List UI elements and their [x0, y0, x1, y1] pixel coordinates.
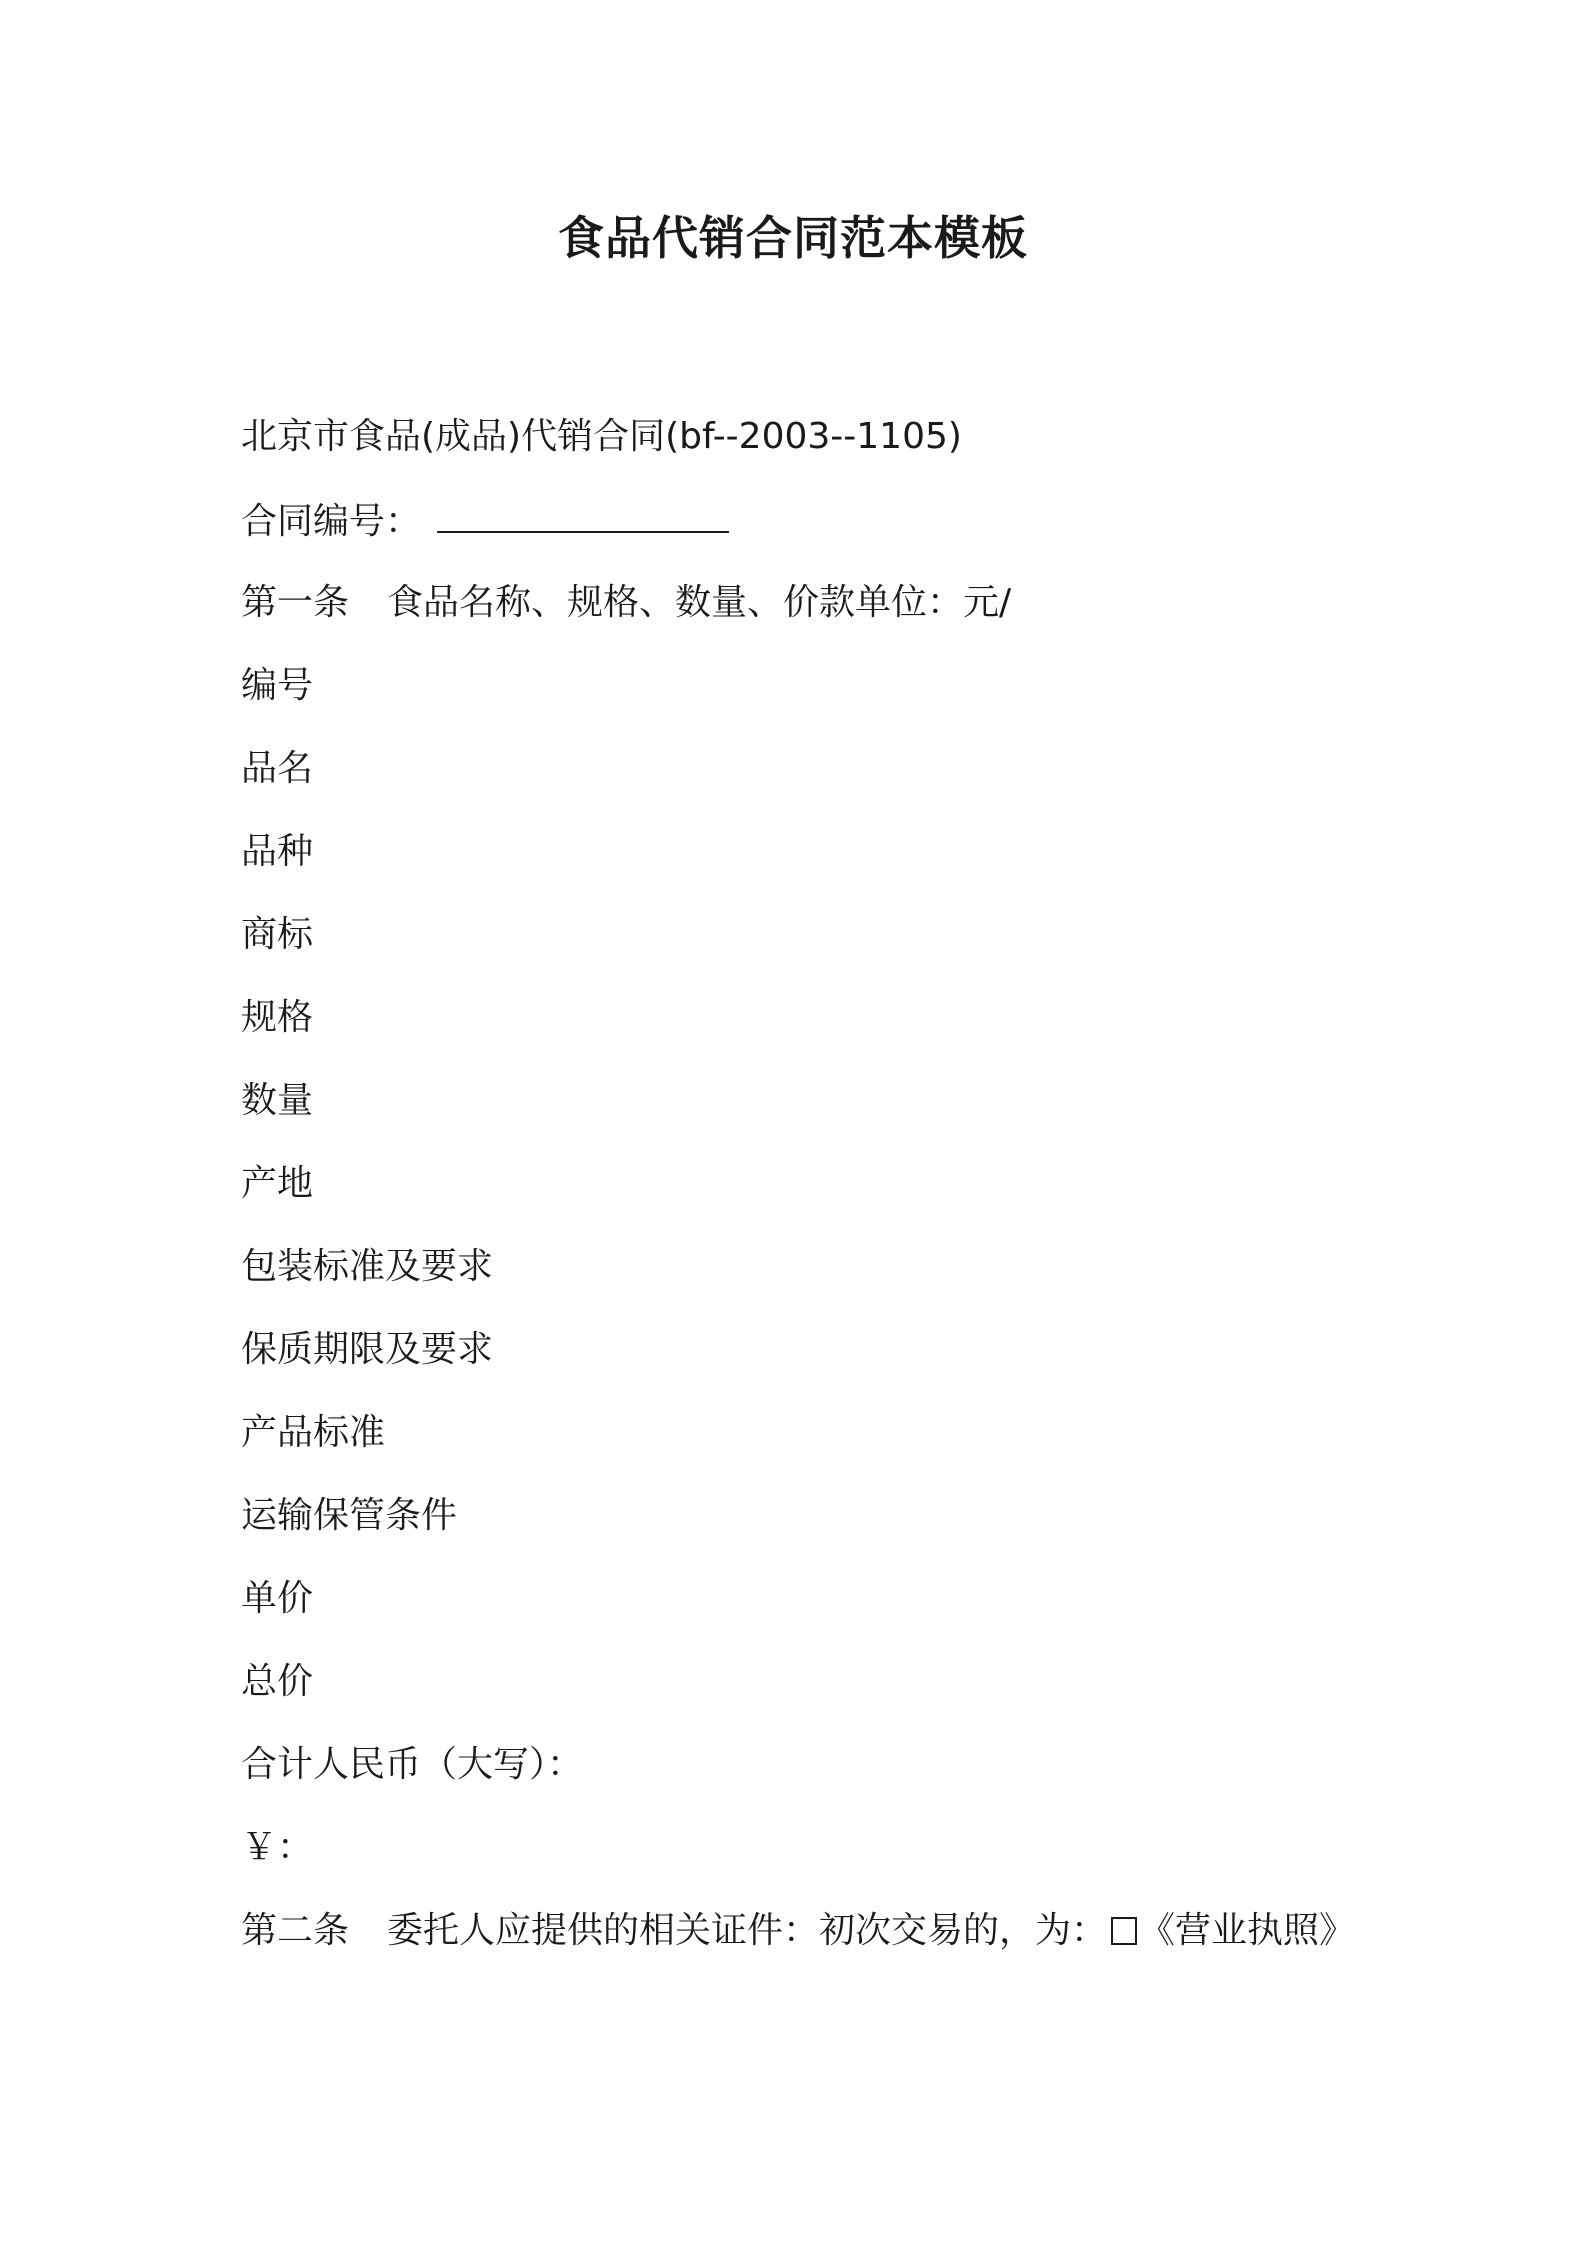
article-2 [241, 1902, 1421, 1985]
contract-number-line [241, 491, 1421, 574]
item-field: 保质期限及要求 [241, 1329, 494, 1370]
item-field: 运输保管条件 [241, 1495, 458, 1536]
item-field: 品名 [241, 748, 314, 789]
item-field: 总价 [241, 1661, 314, 1702]
article-1-number: 第一条 [241, 582, 350, 623]
article-1-text: 食品名称、规格、数量、价款单位：元/ [387, 582, 1012, 623]
item-field: 商标 [241, 914, 314, 955]
item-field: 产地 [241, 1163, 314, 1204]
article-1 [241, 574, 1421, 657]
article-2-document: 《营业执照》 [1139, 1910, 1356, 1951]
item-field: 产品标准 [241, 1412, 386, 1453]
item-field: 品种 [241, 831, 314, 872]
contract-heading: 北京市食品(成品)代销合同(bf--2003--1105) [241, 416, 962, 457]
item-field: 规格 [241, 997, 314, 1038]
document-body [241, 408, 1421, 1985]
article-2-text: 委托人应提供的相关证件：初次交易的，为： [387, 1910, 1108, 1951]
contract-number-label: 合同编号： [241, 501, 422, 542]
item-field: 数量 [241, 1080, 314, 1121]
item-field: 单价 [241, 1578, 314, 1619]
business-license-checkbox[interactable] [1111, 1917, 1137, 1945]
total-rmb-label: 合计人民币（大写）： [241, 1744, 584, 1785]
article-2-number: 第二条 [241, 1910, 350, 1951]
item-field: 包装标准及要求 [241, 1246, 494, 1287]
yen-label: ￥： [241, 1827, 314, 1868]
item-field: 编号 [241, 665, 314, 706]
contract-number-blank [437, 491, 729, 533]
document-title: 食品代销合同范本模板 [558, 211, 1028, 265]
